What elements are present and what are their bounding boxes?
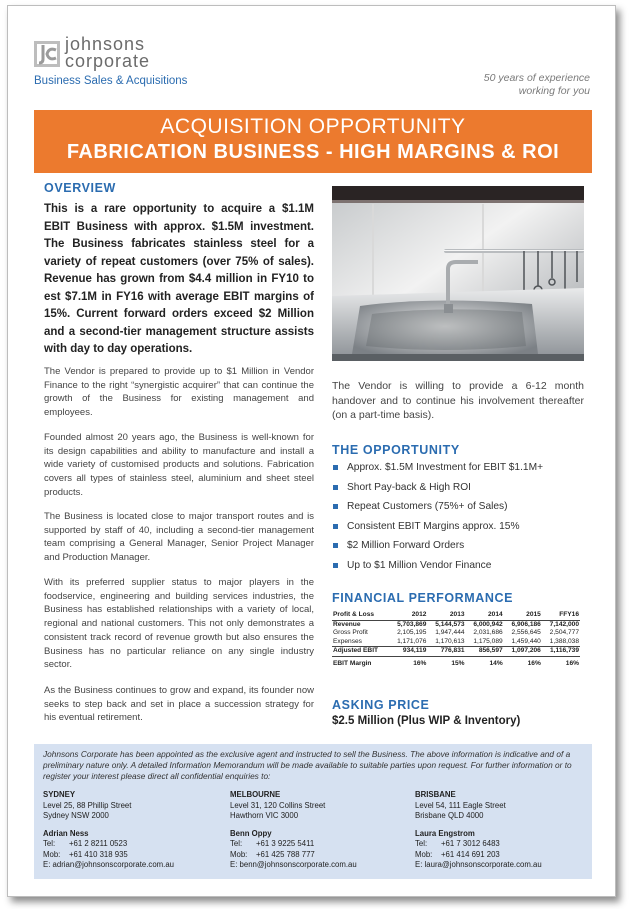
- opportunity-heading: THE OPPORTUNITY: [332, 443, 460, 457]
- table-row-expenses: Expenses 1,171,076 1,170,613 1,175,089 1,459,440 1,388,038: [333, 637, 579, 645]
- contact-email-link[interactable]: E: adrian@johnsonscorporate.com.au: [43, 860, 175, 869]
- table-row-revenue: Revenue 5,703,869 5,144,573 6,000,942 6,906,186 7,142,000: [333, 620, 579, 628]
- bullet-square-icon: [333, 543, 338, 548]
- office-address: Hawthorn VIC 3000: [230, 811, 299, 820]
- contact-email-link[interactable]: E: benn@johnsonscorporate.com.au: [230, 860, 357, 869]
- table-row-ebit-margin: EBIT Margin 16% 15% 14% 16% 16%: [333, 659, 579, 667]
- page: [7, 5, 616, 897]
- column-header: Profit & Loss: [332, 611, 389, 620]
- bullet-square-icon: [333, 563, 338, 568]
- contact-email-link[interactable]: E: laura@johnsonscorporate.com.au: [415, 860, 542, 869]
- banner-title: ACQUISITION OPPORTUNITY: [160, 115, 466, 138]
- title-banner: [34, 110, 592, 173]
- asking-price-value: $2.5 Million (Plus WIP & Inventory): [332, 715, 521, 727]
- overview-paragraph: As the Business continues to grow and expand, its founder now seeks to step back and set in place a succession strategy for his eventual retirement.: [44, 685, 314, 724]
- opportunity-item: Approx. $1.5M Investment for EBIT $1.1M+: [333, 462, 543, 482]
- bullet-square-icon: [333, 465, 338, 470]
- office-address: Level 25, 88 Phillip Street: [43, 800, 132, 810]
- overview-paragraph: Founded almost 20 years ago, the Business is well-known for its design capabilities and ability to manufacture and install a wide variety of customised products and solutions. Fabrication covers all types of stainless steel, aluminium and sheet steel products.: [44, 432, 314, 498]
- bullet-square-icon: [333, 504, 338, 509]
- overview-paragraph: The Vendor is prepared to provide up to $1 Million in Vendor Finance to the right “synergistic acquirer” that can continue the growth of the Business for existing management and employees.: [44, 366, 314, 419]
- overview-heading: OVERVIEW: [44, 181, 116, 195]
- overview-paragraph: The Business is located close to major transport routes and is supported by staff of 40, including a second-tier management team comprising a General Manager, Senior Project Manager and Production Manager.: [44, 511, 314, 564]
- office-city: MELBOURNE: [230, 790, 281, 799]
- contact-mobile: Mob: +61 410 318 935: [43, 849, 128, 859]
- company-slogan: [484, 72, 590, 98]
- opportunity-item: Repeat Customers (75%+ of Sales): [333, 501, 543, 521]
- table-row-gross-profit: Gross Profit 2,105,195 1,947,444 2,031,686 2,556,645 2,504,777: [333, 629, 579, 637]
- slogan-line-1: 50 years of experience: [483, 72, 590, 84]
- opportunity-list: [333, 462, 543, 579]
- contact-name: Adrian Ness: [43, 828, 89, 838]
- opportunity-item: $2 Million Forward Orders: [333, 540, 543, 560]
- office-city: SYDNEY: [43, 790, 76, 799]
- contact-phone: Tel: +61 2 8211 0523: [43, 839, 128, 848]
- office-city: BRISBANE: [415, 790, 456, 799]
- banner-subtitle: FABRICATION BUSINESS - HIGH MARGINS & ROI: [66, 141, 560, 163]
- office-address: Sydney NSW 2000: [43, 811, 109, 820]
- table-header-row: [332, 611, 580, 620]
- opportunity-item: Up to $1 Million Vendor Finance: [333, 560, 543, 580]
- contact-name: Laura Engstrom: [415, 828, 475, 838]
- overview-lead: This is a rare opportunity to acquire a $1.1M EBIT Business with approx. $1.5M investment. The Business fabricates stainless steel for a variety of repeat customers (over 75% of sales). Revenue has grown from $4.4 million in FY10 to est $7.1M in FY16 with average EBIT margins of 15%. Current forward orders exceed $2 Million and a second-tier management structure assists with day to day operations.: [44, 203, 314, 355]
- column-header: 2015: [504, 611, 542, 620]
- contact-mobile: Mob: +61 414 691 203: [415, 849, 500, 859]
- office-address: Brisbane QLD 4000: [415, 811, 484, 820]
- slogan-line-2: working for you: [518, 85, 590, 97]
- office-address: Level 54, 111 Eagle Street: [415, 800, 506, 810]
- office-brisbane: [415, 790, 542, 871]
- overview-paragraph: With its preferred supplier status to major players in the foodservice, engineering and building services industries, the Business has established relationships with a variety of local, regional and national customers. This not only demonstrates a consistent track record of revenue growth but also ensures the Business has no particular reliance on any single industry sector.: [44, 577, 314, 671]
- office-sydney: [43, 790, 174, 871]
- financial-heading: FINANCIAL PERFORMANCE: [332, 591, 514, 605]
- table-row-adjusted-ebit: Adjusted EBIT 934,119 776,831 856,597 1,097,206 1,116,739: [332, 647, 580, 657]
- contact-phone: Tel: +61 7 3012 6483: [415, 839, 500, 848]
- column-header: 2014: [466, 611, 504, 620]
- column-header: FFY16: [542, 611, 580, 620]
- disclaimer-text: Johnsons Corporate has been appointed as the exclusive agent and instructed to sell the Business. The above information is indicative and of a preliminary nature only. A detailed Information Memorandum will be made available to suitable parties upon request. For further information or to register your interest please direct all confidential enquiries to:: [43, 749, 572, 782]
- jc-logo-icon: [34, 41, 60, 67]
- contact-name: Benn Oppy: [230, 828, 272, 838]
- bullet-square-icon: [333, 524, 338, 529]
- office-melbourne: [230, 790, 357, 871]
- bullet-square-icon: [333, 485, 338, 490]
- asking-price-heading: ASKING PRICE: [332, 698, 430, 712]
- contact-mobile: Mob: +61 425 788 777: [230, 849, 315, 859]
- contact-footer: [34, 744, 592, 879]
- stainless-kitchen-photo: [332, 186, 584, 361]
- contact-phone: Tel: +61 3 9225 5411: [230, 839, 315, 848]
- office-address: Level 31, 120 Collins Street: [230, 800, 326, 810]
- company-tagline: Business Sales & Acquisitions: [34, 75, 188, 87]
- logo-wordmark: johnsons corporate: [65, 34, 151, 71]
- opportunity-item: Short Pay-back & High ROI: [333, 482, 543, 502]
- vendor-handover-text: The Vendor is willing to provide a 6-12 month handover and to continue his involvement thereafter (on a part-time basis).: [332, 380, 584, 421]
- financial-table: [332, 611, 580, 669]
- column-header: 2012: [389, 611, 427, 620]
- column-header: 2013: [427, 611, 465, 620]
- opportunity-item: Consistent EBIT Margins approx. 15%: [333, 521, 543, 541]
